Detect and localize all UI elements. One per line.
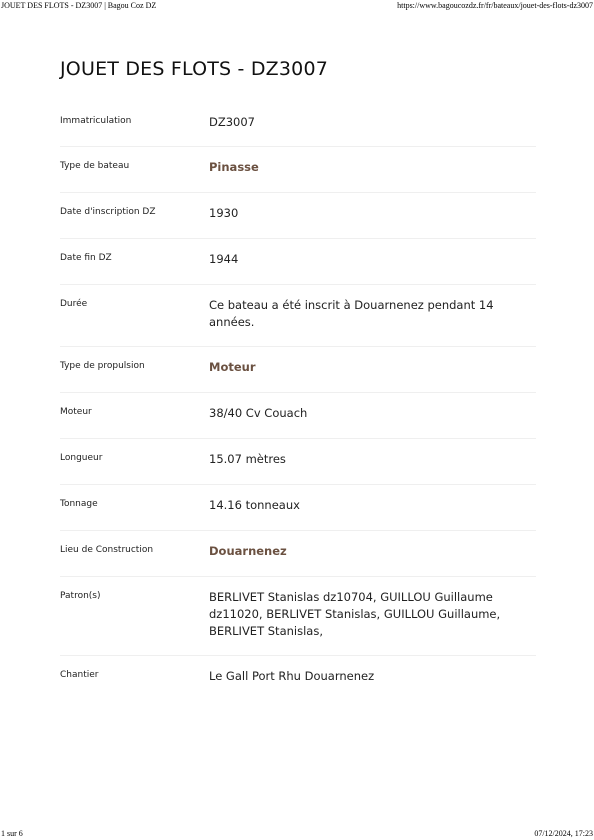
- print-page-title: JOUET DES FLOTS - DZ3007 | Bagou Coz DZ: [1, 1, 157, 10]
- row-tonnage: [60, 485, 536, 531]
- field-value: 1944: [209, 252, 239, 266]
- row-lieu-construction: [60, 531, 536, 577]
- field-value: DZ3007: [209, 115, 255, 129]
- row-moteur: [60, 393, 536, 439]
- field-label: Moteur: [60, 407, 92, 417]
- construction-place-link[interactable]: Douarnenez: [209, 544, 287, 558]
- field-label: Immatriculation: [60, 116, 132, 126]
- field-label: Type de bateau: [60, 161, 130, 171]
- field-label: Date fin DZ: [60, 253, 112, 263]
- field-label: Chantier: [60, 670, 99, 680]
- field-label: Date d'inscription DZ: [60, 207, 156, 217]
- row-patrons: [60, 577, 536, 656]
- field-label: Type de propulsion: [60, 361, 145, 371]
- field-label: Longueur: [60, 453, 103, 463]
- boat-type-link[interactable]: Pinasse: [209, 160, 259, 174]
- print-footer: [0, 829, 594, 838]
- row-longueur: [60, 439, 536, 485]
- row-date-inscription: [60, 193, 536, 239]
- row-type-propulsion: [60, 347, 536, 393]
- field-label: Tonnage: [60, 499, 98, 509]
- field-label: Durée: [60, 299, 88, 309]
- row-immatriculation: [60, 102, 536, 147]
- field-value: 1930: [209, 206, 239, 220]
- page-title: JOUET DES FLOTS - DZ3007: [60, 58, 329, 80]
- row-chantier: [60, 656, 536, 696]
- field-value: 15.07 mètres: [209, 452, 286, 466]
- field-label: Patron(s): [60, 591, 101, 601]
- row-type-de-bateau: [60, 147, 536, 193]
- row-date-fin: [60, 239, 536, 285]
- row-duree: [60, 285, 536, 347]
- field-value: 14.16 tonneaux: [209, 498, 300, 512]
- print-url: https://www.bagoucozdz.fr/fr/bateaux/jouet-des-flots-dz3007: [397, 1, 593, 10]
- boat-details-table: [60, 102, 536, 696]
- print-header: [0, 1, 594, 10]
- propulsion-link[interactable]: Moteur: [209, 360, 256, 374]
- field-value: 38/40 Cv Couach: [209, 406, 308, 420]
- page-indicator: 1 sur 6: [1, 829, 23, 838]
- field-label: Lieu de Construction: [60, 545, 154, 555]
- field-value: Le Gall Port Rhu Douarnenez: [209, 669, 375, 683]
- field-value: BERLIVET Stanislas dz10704, GUILLOU Guillaume dz11020, BERLIVET Stanislas, GUILLOU Guillaume, BERLIVET Stanislas,: [209, 590, 501, 638]
- print-datetime: 07/12/2024, 17:23: [534, 829, 593, 838]
- field-value: Ce bateau a été inscrit à Douarnenez pendant 14 années.: [209, 298, 494, 329]
